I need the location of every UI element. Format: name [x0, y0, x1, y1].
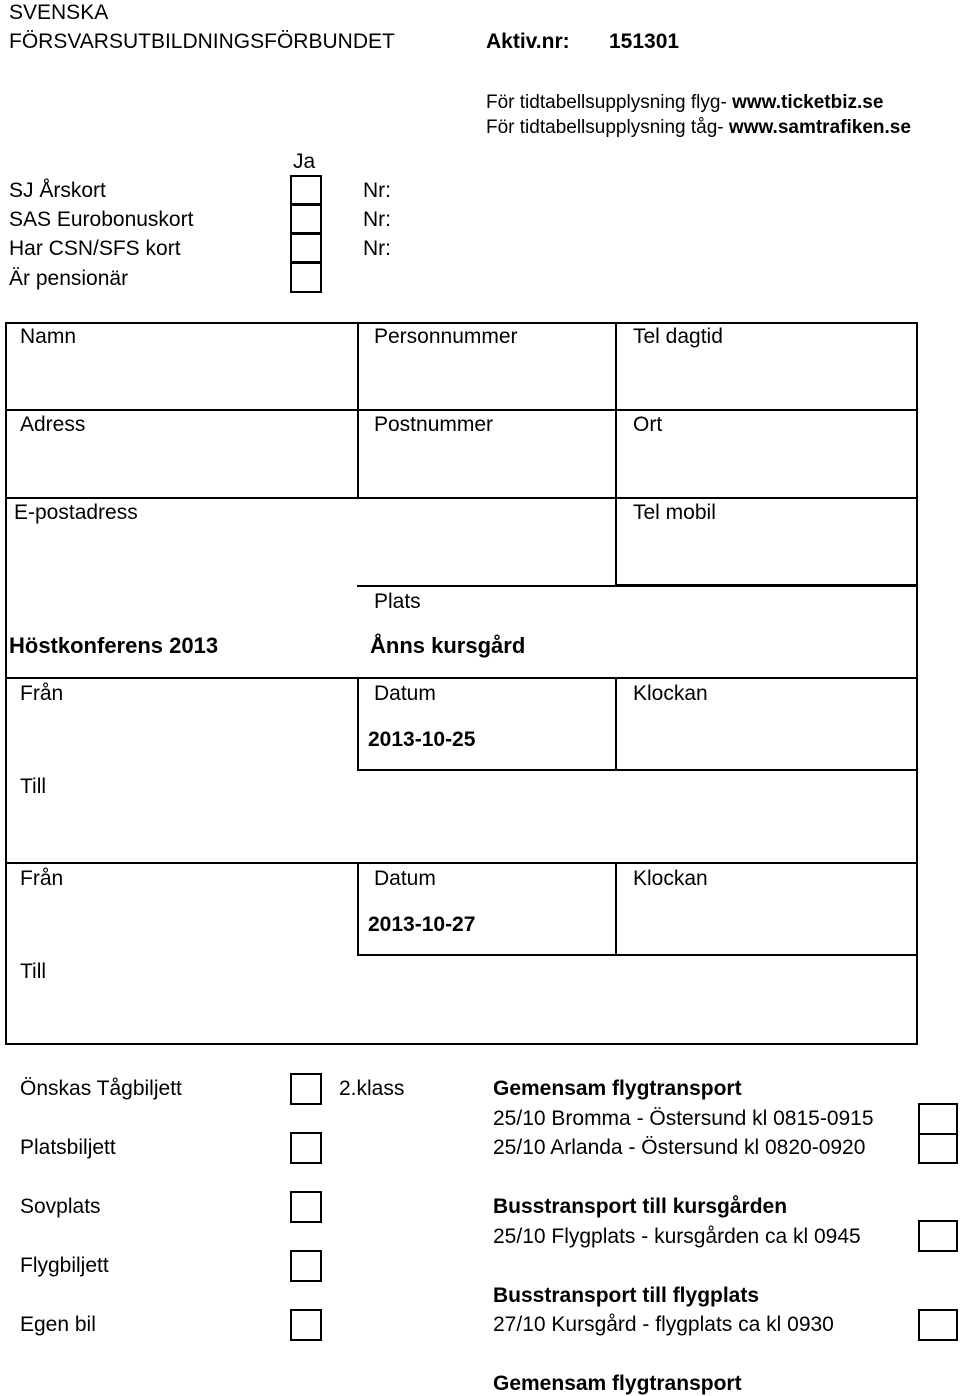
card-nr-csn: Nr:: [363, 237, 391, 260]
heading-buss-till-flygplats: Busstransport till flygplats: [493, 1284, 760, 1307]
trip1-date-value: 2013-10-25: [368, 728, 476, 751]
event-title: Höstkonferens 2013: [9, 633, 219, 658]
option-arlanda-ostersund: 25/10 Arlanda - Östersund kl 0820-0920: [493, 1136, 866, 1159]
field-label-ort: Ort: [633, 413, 663, 436]
trip2-to-label: Till: [20, 960, 47, 983]
flight-info-link[interactable]: www.ticketbiz.se: [732, 92, 884, 113]
field-label-tel-mobil: Tel mobil: [633, 501, 716, 524]
checkbox-egen-bil[interactable]: [290, 1309, 322, 1341]
trip2-date-label: Datum: [374, 867, 436, 890]
field-label-plats: Plats: [374, 590, 421, 613]
label-flygbiljett: Flygbiljett: [20, 1254, 109, 1277]
checkbox-sovplats[interactable]: [290, 1191, 322, 1223]
trip2-time-label: Klockan: [633, 867, 708, 890]
trip1-date-label: Datum: [374, 682, 436, 705]
flight-info-line: [486, 93, 883, 112]
checkbox-arlanda-ostersund[interactable]: [918, 1133, 958, 1164]
option-bromma-ostersund: 25/10 Bromma - Östersund kl 0815-0915: [493, 1107, 874, 1130]
checkbox-platsbiljett[interactable]: [290, 1132, 322, 1164]
checkbox-flygplats-kursgarden[interactable]: [918, 1220, 958, 1252]
card-nr-sj: Nr:: [363, 179, 391, 202]
heading-gemensam-flygtransport-retur: Gemensam flygtransport: [493, 1372, 742, 1395]
checkbox-kursgard-flygplats[interactable]: [918, 1309, 958, 1341]
label-platsbiljett: Platsbiljett: [20, 1136, 116, 1159]
checkbox-sas-eurobonus[interactable]: [290, 204, 322, 234]
card-label-sas: SAS Eurobonuskort: [9, 208, 194, 231]
ja-column-label: Ja: [293, 150, 316, 173]
checkbox-flygbiljett[interactable]: [290, 1250, 322, 1282]
checkbox-pensionar[interactable]: [290, 262, 322, 293]
activity-number-value: 151301: [609, 30, 680, 53]
train-info-link[interactable]: www.samtrafiken.se: [728, 117, 911, 138]
checkbox-bromma-ostersund[interactable]: [918, 1103, 958, 1135]
label-tagbiljett: Önskas Tågbiljett: [20, 1077, 182, 1100]
field-label-postnummer: Postnummer: [374, 413, 494, 436]
card-label-pensionar: Är pensionär: [9, 267, 129, 290]
field-label-namn: Namn: [20, 325, 77, 348]
heading-buss-till-kursgarden: Busstransport till kursgården: [493, 1195, 788, 1218]
train-info-line: [486, 118, 911, 137]
checkbox-sj-arskort[interactable]: [290, 175, 322, 205]
trip1-from-label: Från: [20, 682, 64, 705]
card-nr-sas: Nr:: [363, 208, 391, 231]
label-egen-bil: Egen bil: [20, 1313, 96, 1336]
train-info-text: För tidtabellsupplysning tåg-: [486, 117, 724, 138]
label-2-klass: 2.klass: [339, 1077, 405, 1100]
org-name-line2: FÖRSVARSUTBILDNINGSFÖRBUNDET: [9, 30, 395, 53]
trip1-to-label: Till: [20, 775, 47, 798]
field-label-epost: E-postadress: [14, 501, 138, 524]
card-label-sj: SJ Årskort: [9, 179, 106, 202]
option-kursgard-flygplats: 27/10 Kursgård - flygplats ca kl 0930: [493, 1313, 834, 1336]
org-name-line1: SVENSKA: [9, 1, 109, 24]
field-label-adress: Adress: [20, 413, 86, 436]
flight-info-text: För tidtabellsupplysning flyg-: [486, 92, 727, 113]
option-flygplats-kursgarden: 25/10 Flygplats - kursgården ca kl 0945: [493, 1225, 861, 1248]
field-label-personnummer: Personnummer: [374, 325, 518, 348]
field-label-tel-dagtid: Tel dagtid: [633, 325, 723, 348]
venue-name: Ånns kursgård: [370, 633, 526, 658]
trip2-from-label: Från: [20, 867, 64, 890]
label-sovplats: Sovplats: [20, 1195, 101, 1218]
checkbox-csn-sfs[interactable]: [290, 233, 322, 263]
trip2-date-value: 2013-10-27: [368, 913, 476, 936]
trip1-time-label: Klockan: [633, 682, 708, 705]
heading-gemensam-flygtransport: Gemensam flygtransport: [493, 1077, 742, 1100]
checkbox-tagbiljett[interactable]: [290, 1073, 322, 1105]
activity-number-label: Aktiv.nr:: [486, 30, 570, 53]
card-label-csn: Har CSN/SFS kort: [9, 237, 181, 260]
